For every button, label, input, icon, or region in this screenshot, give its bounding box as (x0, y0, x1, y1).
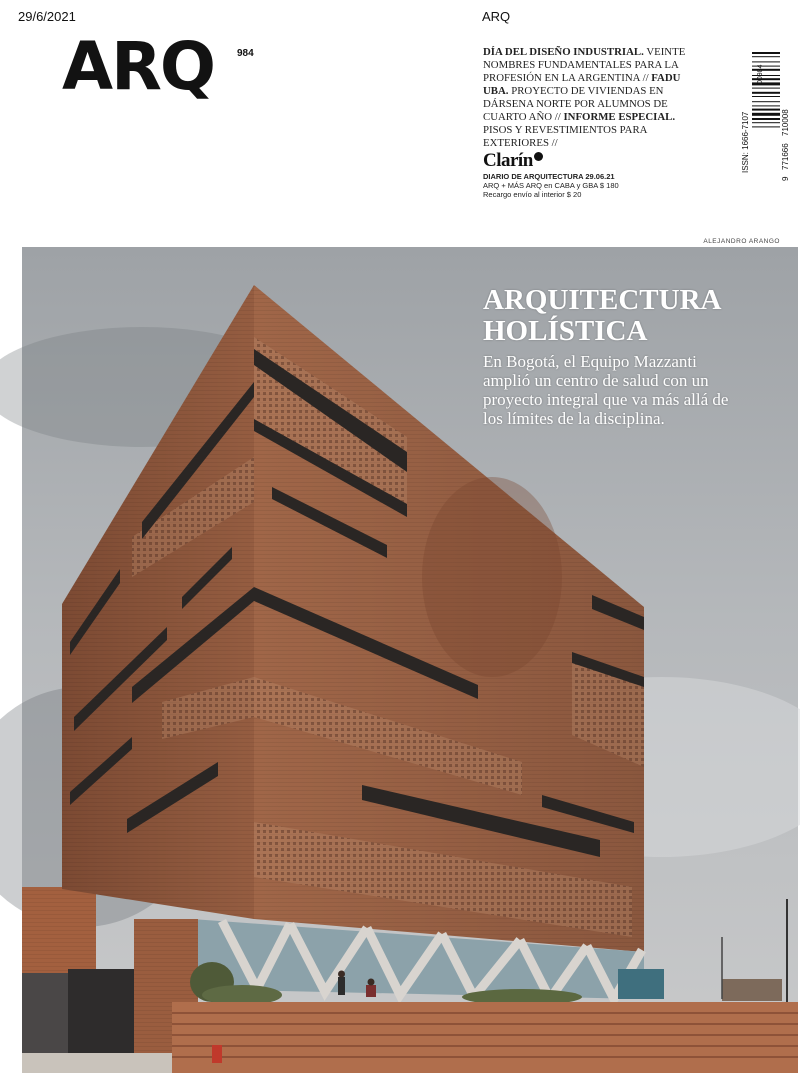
barcode-digits-mid: 771666 (781, 143, 790, 170)
barcode-digit-left: 9 (781, 176, 790, 181)
teaser-2-text: PROYECTO DE VIVIENDAS EN DÁRSENA NORTE POR ALUMNOS DE CUARTO AÑO // (483, 85, 668, 123)
barcode-bar (752, 118, 780, 120)
cover-dek: En Bogotá, el Equipo Mazzanti amplió un centro de salud con un proyecto integral que va más allá de los límites de la disciplina. (483, 352, 729, 428)
barcode-bar (752, 105, 780, 106)
barcode-bar (752, 122, 780, 123)
arq-logo: ARQ (62, 28, 215, 105)
barcode-bar (752, 88, 780, 89)
barcode-bar (752, 109, 780, 111)
teaser-3-text: PISOS Y REVESTIMIENTOS PARA EXTERIORES // (483, 124, 647, 149)
cover-headline (483, 285, 783, 347)
teaser-2-title: FADU UBA. (483, 72, 681, 97)
fire-hydrant (212, 1045, 222, 1063)
barcode-bar (752, 56, 780, 57)
barcode-code: 00984 (757, 64, 764, 84)
issue-date: 29/6/2021 (18, 9, 76, 24)
teaser-1-text: VEINTE NOMBRES FUNDAMENTALES PARA LA PROFESIÓN EN LA ARGENTINA // (483, 46, 686, 84)
headline-line-2: HOLÍSTICA (483, 315, 648, 347)
section-header: ARQ (482, 9, 511, 24)
barcode-bar (752, 61, 780, 62)
cover-teasers (483, 46, 693, 150)
headline-line-1: ARQUITECTURA (483, 284, 722, 316)
photo-credit: ALEJANDRO ARANGO (703, 238, 780, 245)
barcode-bar (752, 96, 780, 97)
clarin-logo (483, 150, 543, 172)
teaser-3-title: INFORME ESPECIAL. (563, 111, 676, 123)
clarin-info-line-1: DIARIO DE ARQUITECTURA 29.06.21 (483, 172, 615, 181)
issue-number: 984 (237, 48, 254, 59)
teaser-1-title: DÍA DEL DISEÑO INDUSTRIAL. (483, 46, 644, 58)
barcode-bar (752, 52, 780, 54)
issn-text: ISSN: 1666-7107 (741, 111, 750, 173)
barcode (742, 48, 790, 183)
clarin-wordmark: Clarín (483, 150, 533, 171)
person (366, 985, 376, 997)
clarin-info (483, 172, 619, 199)
clarin-info-line-3: Recargo envío al interior $ 20 (483, 190, 582, 199)
barcode-bar (752, 101, 780, 102)
barcode-digits-right: 710008 (781, 109, 790, 136)
person (338, 977, 345, 995)
barcode-bar (752, 126, 780, 127)
barcode-bar (752, 92, 780, 94)
clarin-mark-icon (534, 152, 543, 161)
clarin-info-line-2: ARQ + MÁS ARQ en CABA y GBA $ 180 (483, 181, 619, 190)
barcode-bars (752, 52, 780, 127)
barcode-bar (752, 113, 780, 116)
